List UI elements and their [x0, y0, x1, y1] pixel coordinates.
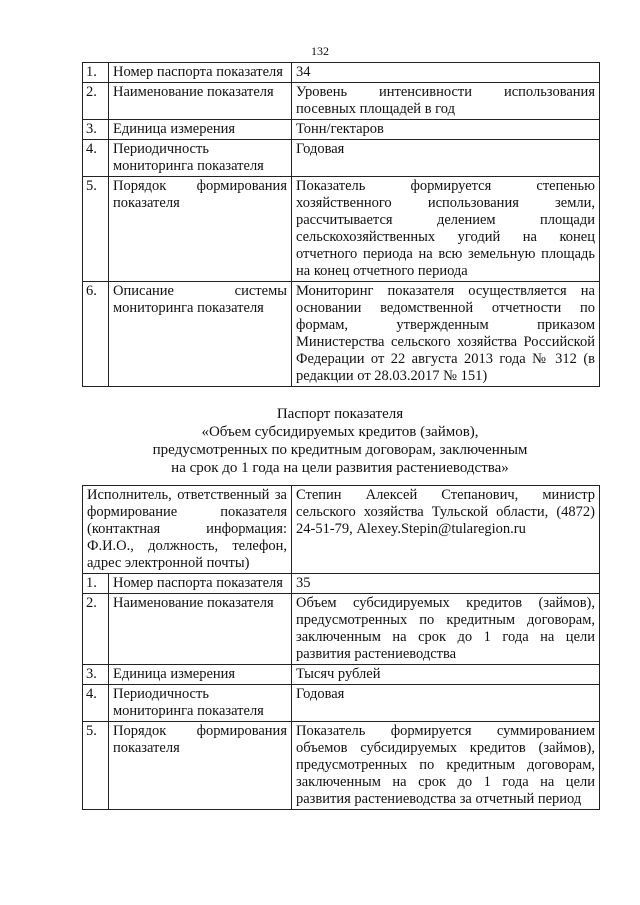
passport-subtitle-line: «Объем субсидируемых кредитов (займов), [201, 424, 479, 440]
row-value: 35 [292, 574, 600, 594]
row-value: Показатель формируется степенью хозяйственного использования земли, рассчитывается делением площади сельскохозяйственных угодий на конец отчетного периода на всю земельную площадь на конец отчетного периода [292, 177, 600, 282]
row-label: Наименование показателя [109, 594, 292, 665]
passport-subtitle-line: предусмотренных по кредитным договорам, заключенным [152, 442, 528, 458]
row-value: Объем субсидируемых кредитов (займов), предусмотренных по кредитным договорам, заключенным на срок до 1 года на цели развития растениеводства [292, 594, 600, 665]
row-label: Наименование показателя [109, 83, 292, 120]
executor-label: Исполнитель, ответственный за формирование показателя (контактная информация: Ф.И.О., должность, телефон, адрес электронной почты) [83, 486, 292, 574]
row-label: Номер паспорта показателя [109, 63, 292, 83]
row-label: Порядок формирования показателя [109, 722, 292, 810]
row-number: 2. [83, 83, 109, 120]
passport-subtitle-line: на срок до 1 года на цели развития растениеводства» [171, 460, 509, 476]
row-value: Годовая [292, 685, 600, 722]
table-row [83, 486, 600, 574]
row-number: 6. [83, 282, 109, 387]
table-row [83, 594, 600, 665]
row-value: Тонн/гектаров [292, 120, 600, 140]
row-value: Мониторинг показателя осуществляется на основании ведомственной отчетности по формам, утвержденным приказом Министерства сельского хозяйства Российской Федерации от 22 августа 2013 года № 312 (в редакции от 28.03.2017 № 151) [292, 282, 600, 387]
row-number: 5. [83, 722, 109, 810]
table-row [83, 120, 600, 140]
row-number: 1. [83, 574, 109, 594]
table-row [83, 685, 600, 722]
row-label: Единица измерения [109, 665, 292, 685]
row-value: Тысяч рублей [292, 665, 600, 685]
table-row [83, 722, 600, 810]
row-number: 3. [83, 120, 109, 140]
table-row [83, 665, 600, 685]
row-number: 2. [83, 594, 109, 665]
row-label: Периодичность мониторинга показателя [109, 140, 292, 177]
row-number: 5. [83, 177, 109, 282]
indicator-passport-table-35 [82, 485, 600, 810]
row-number: 4. [83, 685, 109, 722]
row-label: Порядок формирования показателя [109, 177, 292, 282]
row-label: Периодичность мониторинга показателя [109, 685, 292, 722]
passport-heading [90, 405, 590, 477]
table-row [83, 177, 600, 282]
table-row [83, 140, 600, 177]
table-row [83, 282, 600, 387]
row-number: 4. [83, 140, 109, 177]
row-value: Уровень интенсивности использования посевных площадей в год [292, 83, 600, 120]
table-row [83, 574, 600, 594]
row-value: Показатель формируется суммированием объемов субсидируемых кредитов (займов), предусмотренных по кредитным договорам, заключенным на срок до 1 года на цели развития растениеводства за отчетный период [292, 722, 600, 810]
row-number: 3. [83, 665, 109, 685]
table-row [83, 63, 600, 83]
row-value: 34 [292, 63, 600, 83]
table-row [83, 83, 600, 120]
indicator-passport-table-34 [82, 62, 600, 387]
row-number: 1. [83, 63, 109, 83]
row-label: Единица измерения [109, 120, 292, 140]
page-number: 132 [311, 44, 329, 58]
executor-value: Степин Алексей Степанович, министр сельского хозяйства Тульской области, (4872) 24-51-79, Alexey.Stepin@tularegion.ru [292, 486, 600, 574]
row-label: Номер паспорта показателя [109, 574, 292, 594]
passport-title: Паспорт показателя [276, 406, 404, 422]
row-label: Описание системы мониторинга показателя [109, 282, 292, 387]
row-value: Годовая [292, 140, 600, 177]
